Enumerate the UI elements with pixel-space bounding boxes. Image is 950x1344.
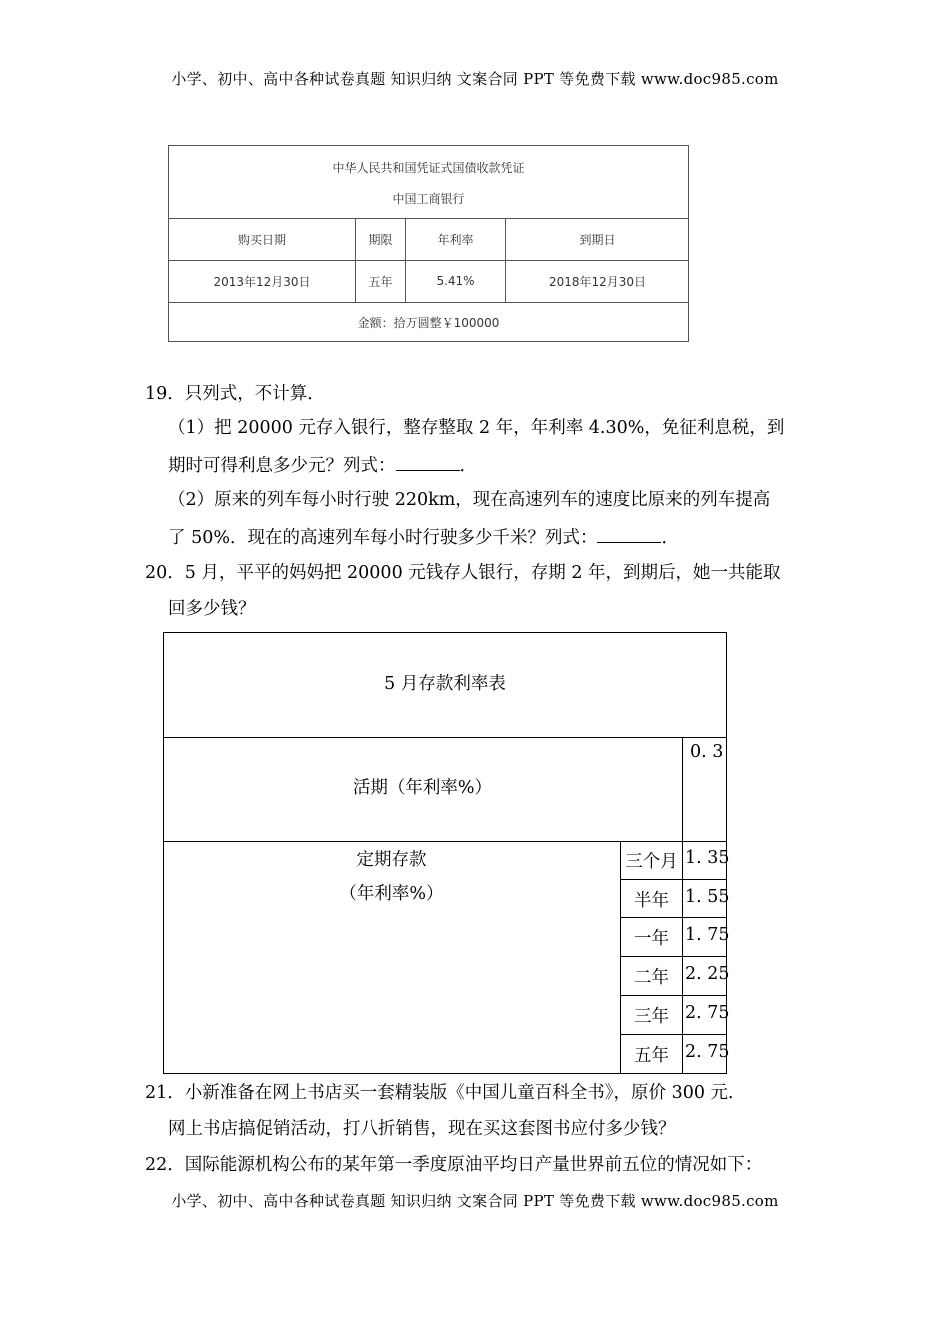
header-purchase-date: 购买日期 <box>169 218 356 260</box>
table-line <box>620 841 621 1074</box>
certificate-amount: 金额：拾万圆整￥100000 <box>357 315 500 330</box>
q22-line1: 22．国际能源机构公布的某年第一季度原油平均日产量世界前五位的情况如下： <box>145 1155 763 1175</box>
q19-part1-text: 期时可得利息多少元？列式： <box>168 456 396 476</box>
q19-part2-line1: （2）原来的列车每小时行驶 220km，现在高速列车的速度比原来的列车提高 <box>168 490 771 510</box>
certificate-title: 中华人民共和国凭证式国债收款凭证 <box>332 161 525 175</box>
table-line <box>163 841 727 842</box>
value-term: 五年 <box>356 260 406 302</box>
fixed-deposit-label: 定期存款 <box>356 850 427 870</box>
term-cell: 三年 <box>634 1007 669 1027</box>
term-cell: 半年 <box>634 891 669 911</box>
q19-part1-line1: （1）把 20000 元存入银行，整存整取 2 年，年利率 4.30%，免征利息税，到 <box>168 418 785 438</box>
q20-line2: 回多少钱？ <box>168 599 256 619</box>
value-rate: 5.41% <box>406 260 506 302</box>
page-footer: 小学、初中、高中各种试卷真题 知识归纳 文案合同 PPT 等免费下载 www.doc985.com <box>171 1192 779 1210</box>
rate-cell: 1. 55 <box>685 887 730 907</box>
rate-cell: 2. 25 <box>685 964 730 984</box>
term-cell: 五年 <box>634 1046 669 1066</box>
rate-table-title: 5 月存款利率表 <box>384 674 506 694</box>
bond-certificate-image <box>168 145 689 342</box>
table-line <box>620 956 727 957</box>
q19-part1-line2 <box>168 452 477 478</box>
value-maturity: 2018年12月30日 <box>548 274 647 289</box>
table-line <box>620 995 727 996</box>
certificate-value-row <box>169 260 688 303</box>
certificate-title-area <box>169 146 688 219</box>
q21-line2: 网上书店搞促销活动，打八折销售，现在买这套图书应付多少钱？ <box>168 1119 676 1139</box>
q19-answer-blank-2[interactable] <box>597 524 661 543</box>
term-cell: 二年 <box>634 968 669 988</box>
rate-cell: 2. 75 <box>685 1003 730 1023</box>
rate-cell: 1. 35 <box>685 848 730 868</box>
table-line <box>620 1034 727 1035</box>
page-header: 小学、初中、高中各种试卷真题 知识归纳 文案合同 PPT 等免费下载 www.doc985.com <box>171 70 779 88</box>
table-line <box>163 737 727 738</box>
q19-part2-end: ． <box>661 528 679 548</box>
value-purchase-date: 2013年12月30日 <box>169 260 356 302</box>
q20-line1: 20．5 月，平平的妈妈把 20000 元钱存人银行，存期 2 年，到期后，她一共能取 <box>145 563 781 583</box>
q21-line1: 21．小新准备在网上书店买一套精装版《中国儿童百科全书》，原价 300 元． <box>145 1083 746 1103</box>
term-cell: 一年 <box>634 929 669 949</box>
fixed-deposit-sublabel: （年利率%） <box>339 884 444 904</box>
header-term: 期限 <box>356 218 406 260</box>
header-maturity: 到期日 <box>579 232 616 247</box>
certificate-bank: 中国工商银行 <box>392 192 465 206</box>
header-rate: 年利率 <box>406 218 506 260</box>
current-deposit-label: 活期（年利率%） <box>352 778 493 798</box>
term-cell: 三个月 <box>625 852 678 872</box>
table-line <box>682 737 683 1074</box>
q19-answer-blank-1[interactable] <box>396 452 460 471</box>
q19-part1-end: ． <box>459 456 477 476</box>
q19-title: 19．只列式，不计算． <box>145 384 325 404</box>
certificate-header-row <box>169 218 688 261</box>
q19-part2-text: 了 50%．现在的高速列车每小时行驶多少千米？列式： <box>168 528 598 548</box>
rate-cell: 1. 75 <box>685 925 730 945</box>
rate-cell: 2. 75 <box>685 1042 730 1062</box>
q19-part2-line2 <box>168 524 679 550</box>
table-line <box>620 917 727 918</box>
table-line <box>620 879 727 880</box>
current-deposit-rate: 0. 3 <box>690 742 724 762</box>
